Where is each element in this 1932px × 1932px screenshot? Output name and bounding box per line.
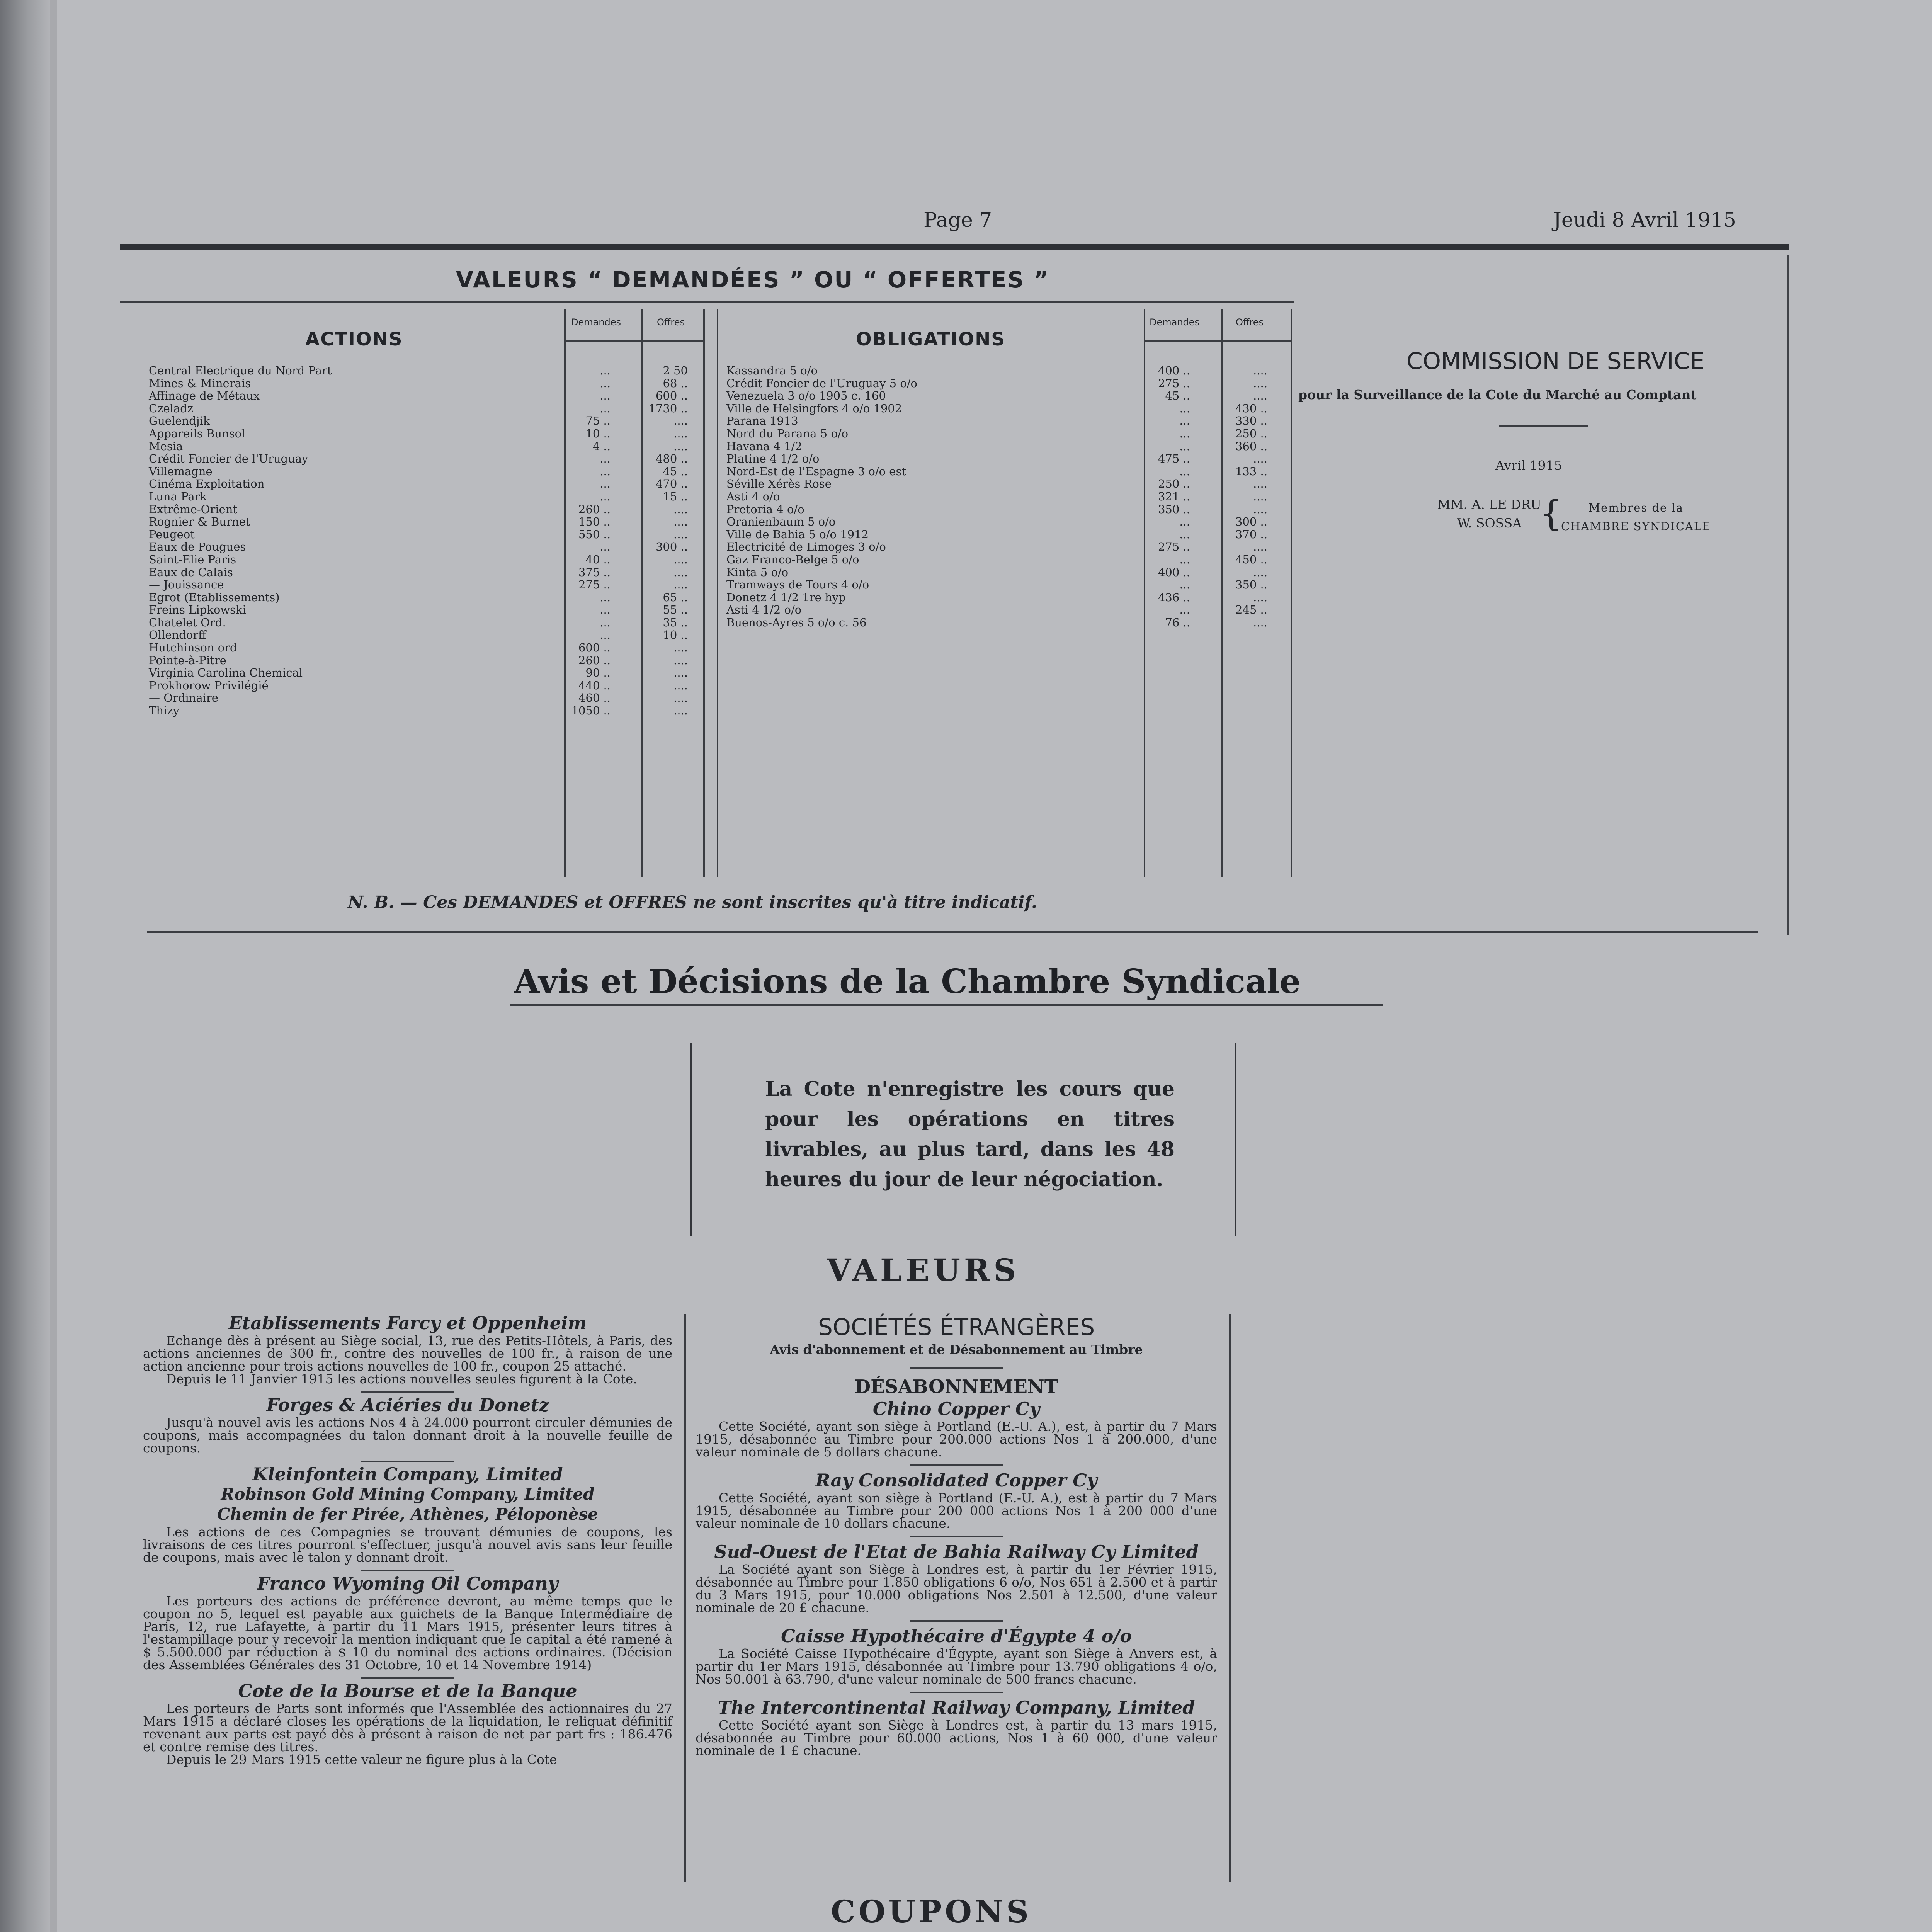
offre-value: .... [1253,590,1267,604]
col-rule-2 [1144,340,1291,342]
security-name: Rognier & Burnet [149,515,250,529]
obligations-heading: OBLIGATIONS [856,328,1005,350]
security-name: Egrot (Etablissements) [149,590,280,604]
security-name: Pretoria 4 o/o [726,502,804,516]
company-body: La Société Caisse Hypothécaire d'Égypte, ayant son Siège à Anvers est, à partir du 1er Mars 1915, désabonnée au Timbre pour 13.790 obligations 4 o/o, Nos 50.001 à 63.790, d'une valeur nominale de 500 francs chacune. [696,1646,1217,1687]
offre-value: 10 .. [663,628,688,642]
company-body: La Société ayant son Siège à Londres est, à partir du 1er Février 1915, désabonnée au Timbre pour 1.850 obligations 6 o/o, Nos 651 à 2.500 et à partir du 3 Mars 1915, pour 10.000 obligations Nos 2.501 à 12.500, d'une valeur nominale de 20 £ chacune. [696,1562,1217,1615]
offre-value: 330 .. [1235,414,1267,428]
col-divider [1291,309,1292,877]
offre-value: 35 .. [663,616,688,629]
company-rule [910,1620,1003,1622]
company-rule [910,1464,1003,1466]
offre-value: 55 .. [663,603,688,617]
offre-value: 245 .. [1235,603,1267,617]
security-name: Chatelet Ord. [149,616,226,629]
membres-label: Membres de la [1588,501,1684,514]
table-rule [120,301,1294,303]
security-name: Asti 4 o/o [726,490,780,503]
column-divider [1229,1314,1231,1882]
notice-body: Jusqu'à nouvel avis les actions Nos 4 à 24.000 pourront circuler démunies de coupons, mais accompagnées du talon donnant droit à la nouvelle feuille de coupons. [143,1415,672,1456]
demande-value: ... [1179,464,1190,478]
security-name: Kassandra 5 o/o [726,364,818,377]
demande-value: ... [1179,401,1190,415]
demande-value: 90 .. [585,666,611,680]
demande-value: 600 .. [578,641,611,655]
demande-value: 321 .. [1158,490,1190,503]
security-name: Havana 4 1/2 [726,439,802,453]
offre-value: .... [1253,452,1267,466]
offre-value: .... [673,653,688,667]
notice-heading: Chemin de fer Pirée, Athènes, Péloponèse [217,1505,598,1524]
security-name: Hutchinson ord [149,641,237,655]
column-divider [684,1314,686,1882]
offre-value: 250 .. [1235,427,1267,440]
offre-value: .... [1253,389,1267,403]
demande-value: 260 .. [578,502,611,516]
brace-icon: { [1540,493,1562,534]
offre-value: 1730 .. [648,401,688,415]
obligations-names-list [726,364,917,629]
valeurs-demandees-title: VALEURS “ DEMANDÉES ” OU “ OFFERTES ” [456,267,1050,293]
security-name: Buenos-Ayres 5 o/o c. 56 [726,616,867,629]
binding-edge [50,0,57,1932]
desabonnement-heading: DÉSABONNEMENT [854,1376,1058,1398]
demande-value: 440 .. [578,679,611,692]
security-name: — Ordinaire [149,691,218,705]
offre-value: 450 .. [1235,553,1267,566]
security-name: Affinage de Métaux [149,389,260,403]
company-rule [910,1536,1003,1537]
notice-body: Les porteurs de Parts sont informés que l'Assemblée des actionnaires du 27 Mars 1915 a déclaré closes les opérations de la liquidation, le reliquat définitif revenant aux parts est payé dès à présent à raison de net par part frs : 186.476 et contre remise des titres. [143,1701,672,1754]
offre-value: .... [673,502,688,516]
security-name: Luna Park [149,490,207,503]
demande-value: ... [600,490,611,503]
demande-value: 275 .. [1158,540,1190,554]
section-rule [147,931,1758,933]
demande-value: 1050 .. [571,704,611,718]
demande-value: 436 .. [1158,590,1190,604]
col-divider [564,309,566,877]
security-name: Kinta 5 o/o [726,565,789,579]
offre-value: .... [673,427,688,440]
notice-body: Echange dès à présent au Siège social, 13, rue des Petits-Hôtels, à Paris, des actions anciennes de 300 fr., contre des nouvelles de 100 fr., à raison de une action ancienne pour trois actions nouvelles de 100 fr., coupon 25 attaché. [143,1333,672,1374]
company-body: Cette Société ayant son Siège à Londres est, à partir du 13 mars 1915, désabonnée au Timbre pour 60.000 actions, Nos 1 à 60 000, d'une valeur nominale de 1 £ chacune. [696,1718,1217,1758]
demande-value: ... [1179,527,1190,541]
security-name: Eaux de Pougues [149,540,246,554]
offre-value: .... [1253,477,1267,491]
demande-value: ... [600,376,611,390]
notice-body: Depuis le 29 Mars 1915 cette valeur ne figure plus à la Cote [166,1752,557,1767]
offre-value: .... [1253,616,1267,629]
offre-value: .... [673,691,688,705]
notice-rule [361,1677,454,1679]
offre-value: 45 .. [663,464,688,478]
commission-subtitle: pour la Surveillance de la Cote du Marché au Comptant [1298,387,1697,402]
notice-heading: Robinson Gold Mining Company, Limited [221,1485,595,1503]
offre-value: 68 .. [663,376,688,390]
security-name: Peugeot [149,527,195,541]
company-body: Cette Société, ayant son siège à Portland (E.-U. A.), est à partir du 7 Mars 1915, désabonnée au Timbre pour 200 000 actions Nos 1 à 200 000 d'une valeur nominale de 10 dollars chacune. [696,1490,1217,1531]
demande-value: 10 .. [585,427,611,440]
societes-subtitle: Avis d'abonnement et de Désabonnement au Timbre [770,1342,1143,1357]
desabonnement-items [696,1400,1217,1757]
security-name: Tramways de Tours 4 o/o [726,578,869,592]
security-name: Virginia Carolina Chemical [149,666,303,680]
security-name: Platine 4 1/2 o/o [726,452,820,466]
demande-value: ... [600,452,611,466]
offre-value: 480 .. [655,452,688,466]
offre-value: 2 50 [663,364,688,377]
notice-heading: Forges & Aciéries du Donetz [266,1395,549,1415]
security-name: Appareils Bunsol [149,427,245,440]
offre-value: .... [1253,540,1267,554]
notice-heading: Kleinfontein Company, Limited [252,1464,563,1485]
security-name: Saint-Elie Paris [149,553,236,566]
security-name: Pointe-à-Pitre [149,653,226,667]
security-name: Séville Xérès Rose [726,477,832,491]
security-name: — Jouissance [149,578,224,592]
demande-value: ... [1179,439,1190,453]
security-name: Villemagne [149,464,213,478]
obligations-offres-col [1225,364,1267,629]
offre-value: .... [1253,376,1267,390]
security-name: Electricité de Limoges 3 o/o [726,540,886,554]
demande-value: 350 .. [1158,502,1190,516]
member-name: MM. A. LE DRU [1437,497,1541,512]
demande-value: ... [600,616,611,629]
offre-value: 300 .. [655,540,688,554]
offre-value: .... [673,666,688,680]
company-heading: Ray Consolidated Copper Cy [815,1470,1097,1491]
coupons-heading: COUPONS [831,1893,1032,1930]
security-name: Gaz Franco-Belge 5 o/o [726,553,859,566]
notice-rule [361,1570,454,1571]
commission-title: COMMISSION DE SERVICE [1406,348,1705,375]
offre-value: 430 .. [1235,401,1267,415]
notice-body: Depuis le 11 Janvier 1915 les actions nouvelles seules figurent à la Cote. [166,1371,637,1386]
avis-underline [510,1004,1383,1006]
security-name: Oranienbaum 5 o/o [726,515,836,529]
company-body: Cette Société, ayant son siège à Portland (E.-U. A.), est, à partir du 7 Mars 1915, désabonnée au Timbre pour 200.000 actions Nos 1 à 200.000, d'une valeur nominale de 5 dollars chacune. [696,1419,1217,1459]
col-demandes-label-2: Demandes [1150,317,1200,328]
header-rule [120,244,1789,250]
col-offres-label-2: Offres [1236,317,1264,328]
offre-value: .... [673,439,688,453]
security-name: Guelendjik [149,414,210,428]
security-name: Mines & Minerais [149,376,251,390]
security-name: Cinéma Exploitation [149,477,265,491]
col-divider [1144,309,1145,877]
offre-value: .... [673,515,688,529]
demande-value: 150 .. [578,515,611,529]
demande-value: 400 .. [1158,565,1190,579]
demande-value: 550 .. [578,527,611,541]
offre-value: 360 .. [1235,439,1267,453]
security-name: Extrême-Orient [149,502,238,516]
demande-value: ... [1179,515,1190,529]
demande-value: 400 .. [1158,364,1190,377]
offre-value: 350 .. [1235,578,1267,592]
offre-value: 15 .. [663,490,688,503]
commission-date: Avril 1915 [1495,458,1562,473]
security-name: Nord du Parana 5 o/o [726,427,849,440]
offre-value: .... [1253,490,1267,503]
obligations-demandes-col [1148,364,1190,629]
offre-value: .... [673,553,688,566]
avis-title: Avis et Décisions de la Chambre Syndicale [514,962,1301,1001]
security-name: Ville de Bahia 5 o/o 1912 [726,527,869,541]
offre-value: .... [673,704,688,718]
commission-members [1437,495,1541,532]
col-divider [703,309,705,877]
col-demandes-label: Demandes [571,317,621,328]
nb-note: N. B. — Ces DEMANDES et OFFRES ne sont inscrites qu'à titre indicatif. [348,893,1037,912]
security-name: Ville de Helsingfors 4 o/o 1902 [726,401,902,415]
offre-value: .... [1253,502,1267,516]
col-divider [1221,309,1223,877]
company-rule [910,1692,1003,1693]
demande-value: 460 .. [578,691,611,705]
avis-right-column [696,1314,1217,1757]
offre-value: .... [673,565,688,579]
company-heading: The Intercontinental Railway Company, Limited [718,1697,1195,1718]
offre-value: 470 .. [655,477,688,491]
demande-value: 250 .. [1158,477,1190,491]
security-name: Central Electrique du Nord Part [149,364,332,377]
security-name: Mesia [149,439,183,453]
offre-value: .... [673,641,688,655]
demande-value: 45 .. [1165,389,1190,403]
demande-value: ... [1179,414,1190,428]
demande-value: 275 .. [578,578,611,592]
security-name: Venezuela 3 o/o 1905 c. 160 [726,389,886,403]
demande-value: 40 .. [585,553,611,566]
actions-demandes-col [568,364,611,717]
demande-value: 76 .. [1165,616,1190,629]
demande-value: ... [600,364,611,377]
demande-value: ... [1179,553,1190,566]
member-name: W. SOSSA [1457,515,1522,531]
security-name: Parana 1913 [726,414,798,428]
security-name: Nord-Est de l'Espagne 3 o/o est [726,464,906,478]
demande-value: ... [600,540,611,554]
security-name: Thizy [149,704,179,718]
notice-body: Les actions de ces Compagnies se trouvant démunies de coupons, les livraisons de ces titres pourront s'effectuer, jusqu'à nouvel avis sans leur feuille de coupons, mais avec le talon y donnant droit. [143,1524,672,1565]
col-rule [564,340,703,342]
chambre-label: CHAMBRE SYNDICALE [1561,520,1711,533]
notice-body: Les porteurs des actions de préférence devront, au même temps que le coupon no 5, lequel est payable aux guichets de la Banque Intermédiaire de Paris, 12, rue Lafayette, à partir du 11 Mars 1915, présenter leurs titres à l'estampillage pour y recevoir la mention indiquant que le capital a été ramené à $ 5.500.000 par réduction à $ 10 du nominal des actions ordinaires. (Décision des Assemblées Générales des 31 Octobre, 10 et 14 Novembre 1914) [143,1594,672,1672]
security-name: Prokhorow Privilégié [149,679,269,692]
offre-value: 300 .. [1235,515,1267,529]
offre-value: 600 .. [655,389,688,403]
demande-value: 260 .. [578,653,611,667]
security-name: Crédit Foncier de l'Uruguay [149,452,308,466]
col-divider [717,309,718,877]
demande-value: 75 .. [585,414,611,428]
actions-names-list [149,364,332,717]
commission-membres [1561,498,1711,536]
actions-heading: ACTIONS [305,328,403,350]
valeurs-heading: VALEURS [827,1252,1020,1288]
demande-value: 4 .. [592,439,611,453]
demande-value: ... [1179,427,1190,440]
notice-box [690,1043,1236,1236]
offre-value: .... [673,679,688,692]
commission-rule [1499,425,1588,427]
offre-value: .... [1253,364,1267,377]
security-name: Donetz 4 1/2 1re hyp [726,590,846,604]
offre-value: .... [673,414,688,428]
societes-title: SOCIÉTÉS ÉTRANGÈRES [818,1314,1095,1341]
avis-left-column [143,1312,672,1766]
col-divider [641,309,643,877]
offre-value: 370 .. [1235,527,1267,541]
security-name: Crédit Foncier de l'Uruguay 5 o/o [726,376,918,390]
notice-heading: Franco Wyoming Oil Company [257,1573,558,1594]
demande-value: ... [600,477,611,491]
security-name: Czeladz [149,401,194,415]
notice-heading: Etablissements Farcy et Oppenheim [228,1313,587,1333]
page-number: Page 7 [923,209,992,232]
col-offres-label: Offres [657,317,685,328]
demande-value: ... [600,603,611,617]
societes-rule [910,1367,1003,1369]
notice-heading: Cote de la Bourse et de la Banque [238,1680,577,1701]
offre-value: .... [673,578,688,592]
offre-value: 65 .. [663,590,688,604]
offre-value: 133 .. [1235,464,1267,478]
demande-value: ... [600,590,611,604]
demande-value: 475 .. [1158,452,1190,466]
notice-text: La Cote n'enregistre les cours que pour les opérations en titres livrables, au plus tard, dans les 48 heures du jour de leur négociation. [765,1077,1175,1191]
security-name: Eaux de Calais [149,565,233,579]
security-name: Asti 4 1/2 o/o [726,603,802,617]
company-heading: Sud-Ouest de l'Etat de Bahia Railway Cy Limited [714,1541,1199,1562]
demande-value: ... [600,628,611,642]
actions-offres-col [645,364,688,717]
offre-value: .... [1253,565,1267,579]
company-heading: Caisse Hypothécaire d'Égypte 4 o/o [781,1626,1132,1646]
demande-value: ... [1179,578,1190,592]
demande-value: 375 .. [578,565,611,579]
demande-value: ... [600,389,611,403]
notice-rule [361,1461,454,1462]
company-heading: Chino Copper Cy [872,1398,1040,1419]
page-date: Jeudi 8 Avril 1915 [1553,209,1736,232]
offre-value: .... [673,527,688,541]
security-name: Freins Lipkowski [149,603,246,617]
demande-value: ... [600,464,611,478]
demande-value: ... [600,401,611,415]
demande-value: ... [1179,603,1190,617]
security-name: Ollendorff [149,628,206,642]
notice-rule [361,1391,454,1393]
binding-gutter [0,0,50,1932]
demande-value: 275 .. [1158,376,1190,390]
